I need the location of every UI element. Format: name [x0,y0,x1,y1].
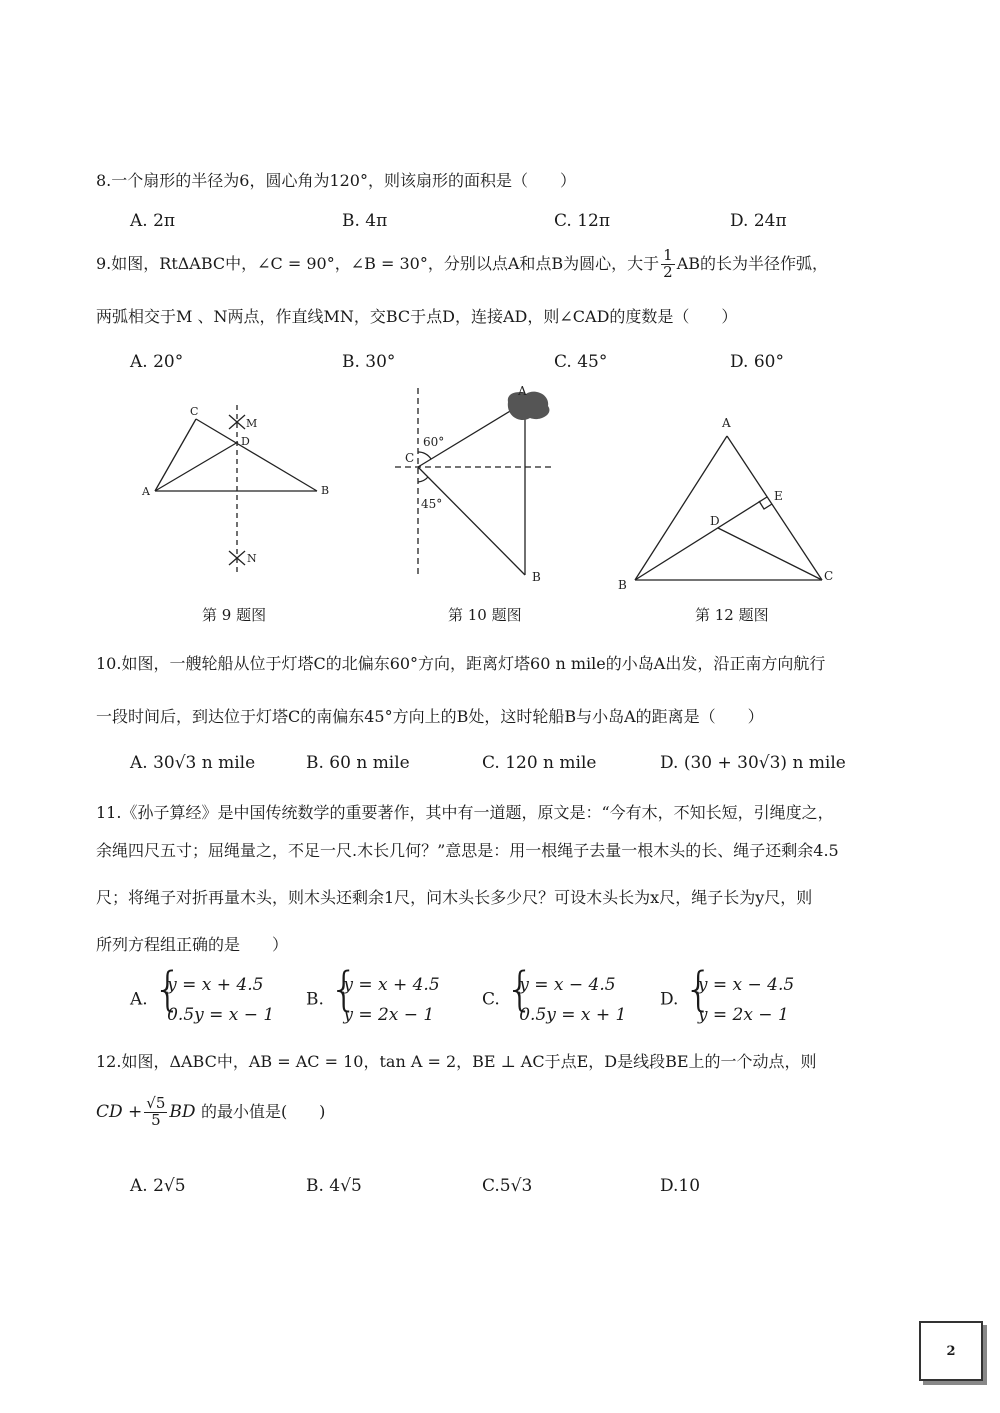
q11-option-c: C. { y = x − 4.5 0.5y = x + 1 [482,962,627,1025]
q8-stem: 8.一个扇形的半径为6，圆心角为120°，则该扇形的面积是（ ） [96,171,576,190]
fig9-label-d: D [241,435,250,448]
fig12-caption: 第 12 题图 [695,606,769,624]
q9-fraction: $\frac{1}{2}$ [663,246,673,281]
page-number-box [919,1321,983,1381]
q11-option-a: A. { y = x + 4.5 0.5y = x − 1 [130,962,275,1025]
fig9-segment-ac [155,419,196,491]
q9-stem-1a: 9.如图，RtΔABC中，∠C = 90°，∠B = 30°，分别以点A和点B为圆心，大于 [96,253,660,273]
q12-option-d: D.10 [660,1176,701,1196]
q12-stem-line2: CD + $\frac{√5}{5}$ BD 的最小值是( ) [96,1094,326,1129]
figure-10 [390,380,570,595]
q9-option-c: C. 45° [554,352,608,372]
q11-option-d: D. { y = x − 4.5 y = 2x − 1 [660,962,795,1025]
q8-option-a: A. 2π [130,211,176,231]
q11-stem-line3: 尺；将绳子对折再量木头，则木头还剩余1尺，问木头长多少尺？可设木头长为x尺，绳子长为y尺，则 [96,888,813,907]
q9-option-a: A. 20° [130,352,184,372]
q9-option-d: D. 60° [730,352,784,372]
q10-stem-line1: 10.如图，一艘轮船从位于灯塔C的北偏东60°方向，距离灯塔60 n mile的小岛A出发，沿正南方向航行 [96,654,826,673]
fig9-label-a: A [142,485,150,498]
q9-stem-1b: AB的长为半径作弧， [676,253,829,273]
q8-option-d: D. 24π [730,211,787,231]
q12-fraction: $\frac{√5}{5}$ [146,1094,166,1129]
fig10-label-angle45: 45° [421,497,443,511]
fig10-island-shape [508,392,550,420]
figure-12 [610,408,850,593]
q8-option-c: C. 12π [554,211,611,231]
fig9-caption: 第 9 题图 [202,606,267,624]
q11-stem-line1: 11.《孙子算经》是中国传统数学的重要著作，其中有一道题，原文是：“今有木，不知长短，引绳度之， [96,803,834,822]
fig12-label-c: C [824,569,834,583]
fig12-label-d: D [710,514,720,528]
fig10-label-c: C [405,451,415,465]
fig9-label-m: M [246,417,258,430]
q12-option-a: A. 2√5 [130,1176,186,1196]
q12-option-c: C.5√3 [482,1176,533,1196]
fig12-label-a: A [722,416,731,430]
page-number: 2 [946,1343,956,1359]
fig9-segment-ad [155,442,238,491]
fig12-segment-dc [718,528,822,580]
fig10-angle-arc-45 [418,477,428,482]
q10-option-d: D. (30 + 30√3) n mile [660,753,846,773]
q9-stem-line2: 两弧相交于M 、N两点，作直线MN，交BC于点D，连接AD，则∠CAD的度数是（ ） [96,307,738,326]
q10-option-c: C. 120 n mile [482,753,597,773]
fig12-segment-be [635,497,767,580]
q8-option-b: B. 4π [342,211,388,231]
q10-stem-line2: 一段时间后，到达位于灯塔C的南偏东45°方向上的B处，这时轮船B与小岛A的距离是（ ） [96,707,764,726]
fig12-segment-ba [635,436,727,580]
fig9-label-n: N [247,552,257,565]
q11-stem-line2: 余绳四尺五寸；屈绳量之，不足一尺.木长几何？”意思是：用一根绳子去量一根木头的长、绳子还剩余4.5 [96,841,839,860]
fig9-label-b: B [321,484,330,497]
fig10-caption: 第 10 题图 [448,606,522,624]
q12-option-b: B. 4√5 [306,1176,362,1196]
q11-stem-line4: 所列方程组正确的是 ） [96,935,289,954]
fig12-label-e: E [774,489,783,503]
q11-option-b: B. { y = x + 4.5 y = 2x − 1 [306,962,440,1025]
q9-stem-line1 [96,248,828,281]
q12-stem-line1: 12.如图，ΔABC中，AB = AC = 10，tan A = 2，BE ⊥ AC于点E，D是线段BE上的一个动点，则 [96,1052,817,1071]
fig9-label-c: C [190,405,199,418]
fig10-segment-cb [418,467,525,575]
q10-option-b: B. 60 n mile [306,753,410,773]
fig10-label-angle60: 60° [423,435,445,449]
q9-option-b: B. 30° [342,352,396,372]
fig10-label-a: A [518,384,527,398]
fig12-segment-ac [727,436,822,580]
q10-option-a: A. 30√3 n mile [130,753,256,773]
figure-9 [130,395,340,585]
fig10-label-b: B [532,570,541,584]
fig12-label-b: B [618,578,627,592]
fig10-angle-arc-60 [418,452,431,459]
